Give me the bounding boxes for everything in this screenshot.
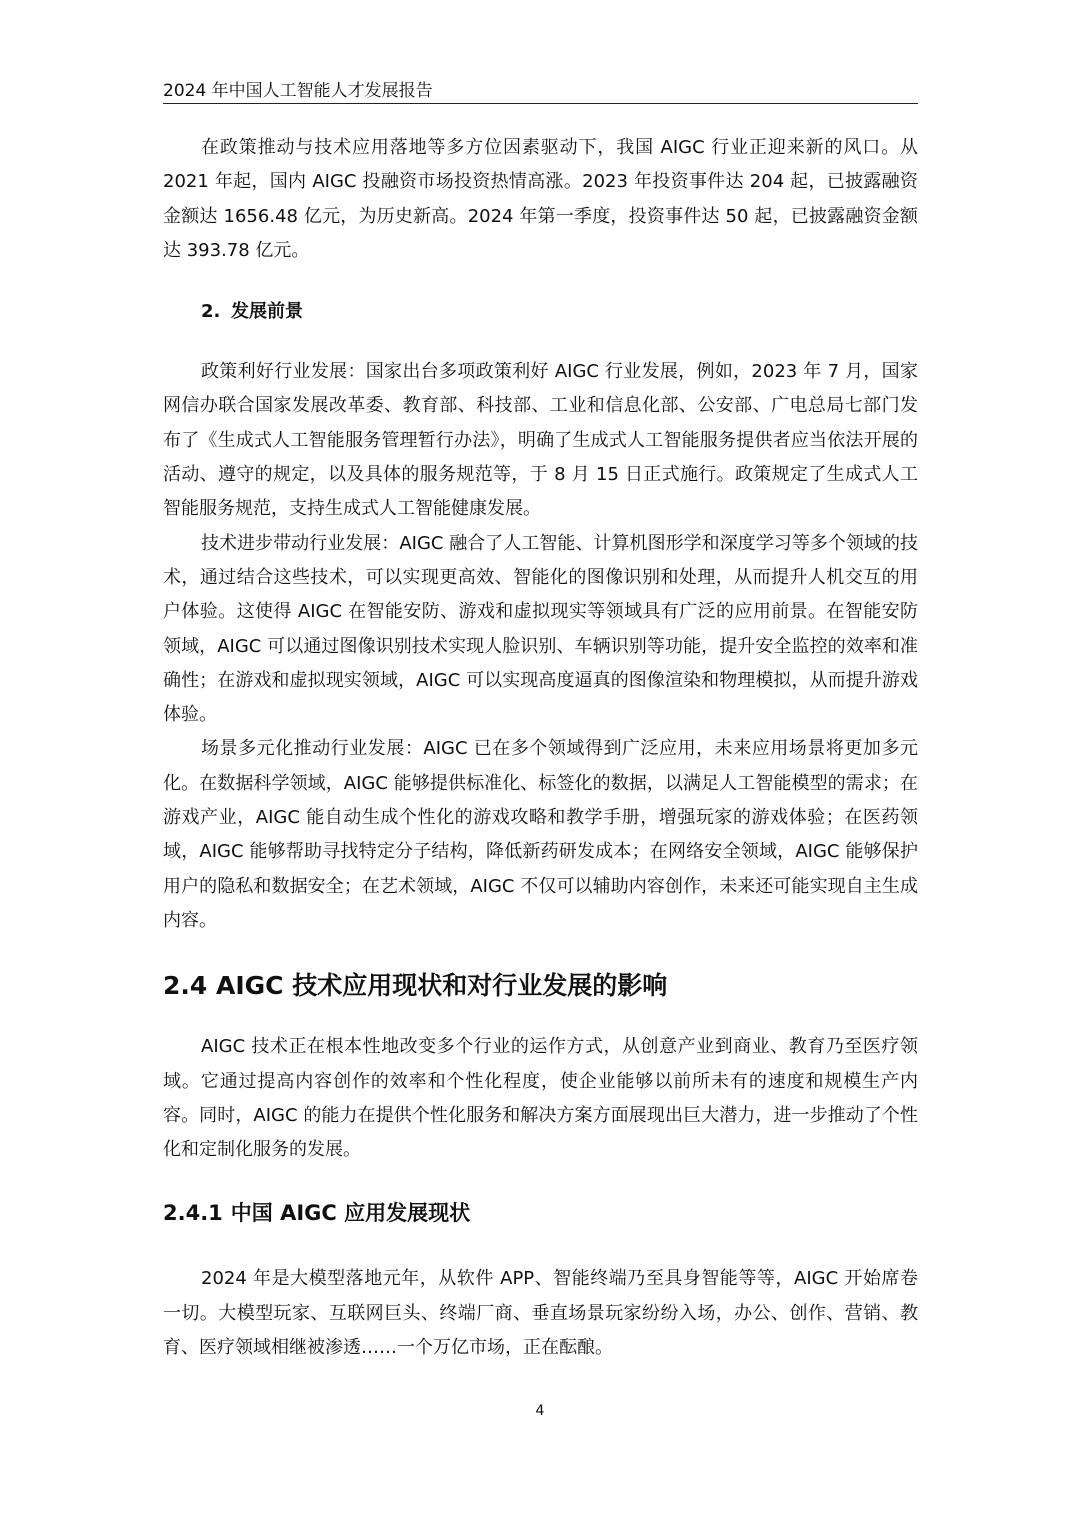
page-number: 4 <box>535 1403 545 1419</box>
page-content <box>163 131 918 1365</box>
outlook-heading-number: 2. <box>201 301 221 323</box>
subsection-heading <box>163 1198 918 1228</box>
outlook-heading-title: 发展前景 <box>231 301 303 323</box>
subsection-heading-number: 2.4.1 <box>163 1201 223 1226</box>
section-heading: 2.4 AIGC 技术应用现状和对行业发展的影响 <box>163 971 668 1001</box>
outlook-heading <box>201 299 918 325</box>
subsection-heading-title: 中国 AIGC 应用发展现状 <box>230 1201 471 1226</box>
subsection-paragraph: 2024 年是大模型落地元年，从软件 APP、智能终端乃至具身智能等等，AIGC 开始席卷一切。大模型玩家、互联网巨头、终端厂商、垂直场景玩家纷纷入场，办公、创作、营销、教育、医疗领域相继被渗透……一个万亿市场，正在酝酿。 <box>163 1268 918 1359</box>
header-rule <box>163 103 918 104</box>
outlook-paragraph-scenarios: 场景多元化推动行业发展：AIGC 已在多个领域得到广泛应用，未来应用场景将更加多元化。在数据科学领域，AIGC 能够提供标准化、标签化的数据，以满足人工智能模型的需求；在游戏产业，AIGC 能自动生成个性化的游戏攻略和教学手册，增强玩家的游戏体验；在医药领域，AIGC 能够帮助寻找特定分子结构，降低新药研发成本；在网络安全领域，AIGC 能够保护用户的隐私和数据安全；在艺术领域，AIGC 不仅可以辅助内容创作，未来还可能实现自主生成内容。 <box>163 738 918 931</box>
section-paragraph: AIGC 技术正在根本性地改变多个行业的运作方式，从创意产业到商业、教育乃至医疗领域。它通过提高内容创作的效率和个性化程度，使企业能够以前所未有的速度和规模生产内容。同时，AIGC 的能力在提供个性化服务和解决方案方面展现出巨大潜力，进一步推动了个性化和定制化服务的发展。 <box>163 1036 918 1161</box>
outlook-paragraph-technology: 技术进步带动行业发展：AIGC 融合了人工智能、计算机图形学和深度学习等多个领域的技术，通过结合这些技术，可以实现更高效、智能化的图像识别和处理，从而提升人机交互的用户体验。这使得 AIGC 在智能安防、游戏和虚拟现实等领域具有广泛的应用前景。在智能安防领域，AIGC 可以通过图像识别技术实现人脸识别、车辆识别等功能，提升安全监控的效率和准确性；在游戏和虚拟现实领域，AIGC 可以实现高度逼真的图像渲染和物理模拟，从而提升游戏体验。 <box>163 532 918 726</box>
intro-paragraph: 在政策推动与技术应用落地等多方位因素驱动下，我国 AIGC 行业正迎来新的风口。从 2021 年起，国内 AIGC 投融资市场投资热情高涨。2023 年投资事件达 204 起，已披露融资金额达 1656.48 亿元，为历史新高。2024 年第一季度，投资事件达 50 起，已披露融资金额达 393.78 亿元。 <box>163 137 918 261</box>
running-header: 2024 年中国人工智能人才发展报告 <box>163 81 433 101</box>
outlook-paragraph-policy: 政策利好行业发展：国家出台多项政策利好 AIGC 行业发展，例如，2023 年 7 月，国家网信办联合国家发展改革委、教育部、科技部、工业和信息化部、公安部、广电总局七部门发布了《生成式人工智能服务管理暂行办法》，明确了生成式人工智能服务提供者应当依法开展的活动、遵守的规定，以及具体的服务规范等，于 8 月 15 日正式施行。政策规定了生成式人工智能服务规范，支持生成式人工智能健康发展。 <box>163 361 918 520</box>
